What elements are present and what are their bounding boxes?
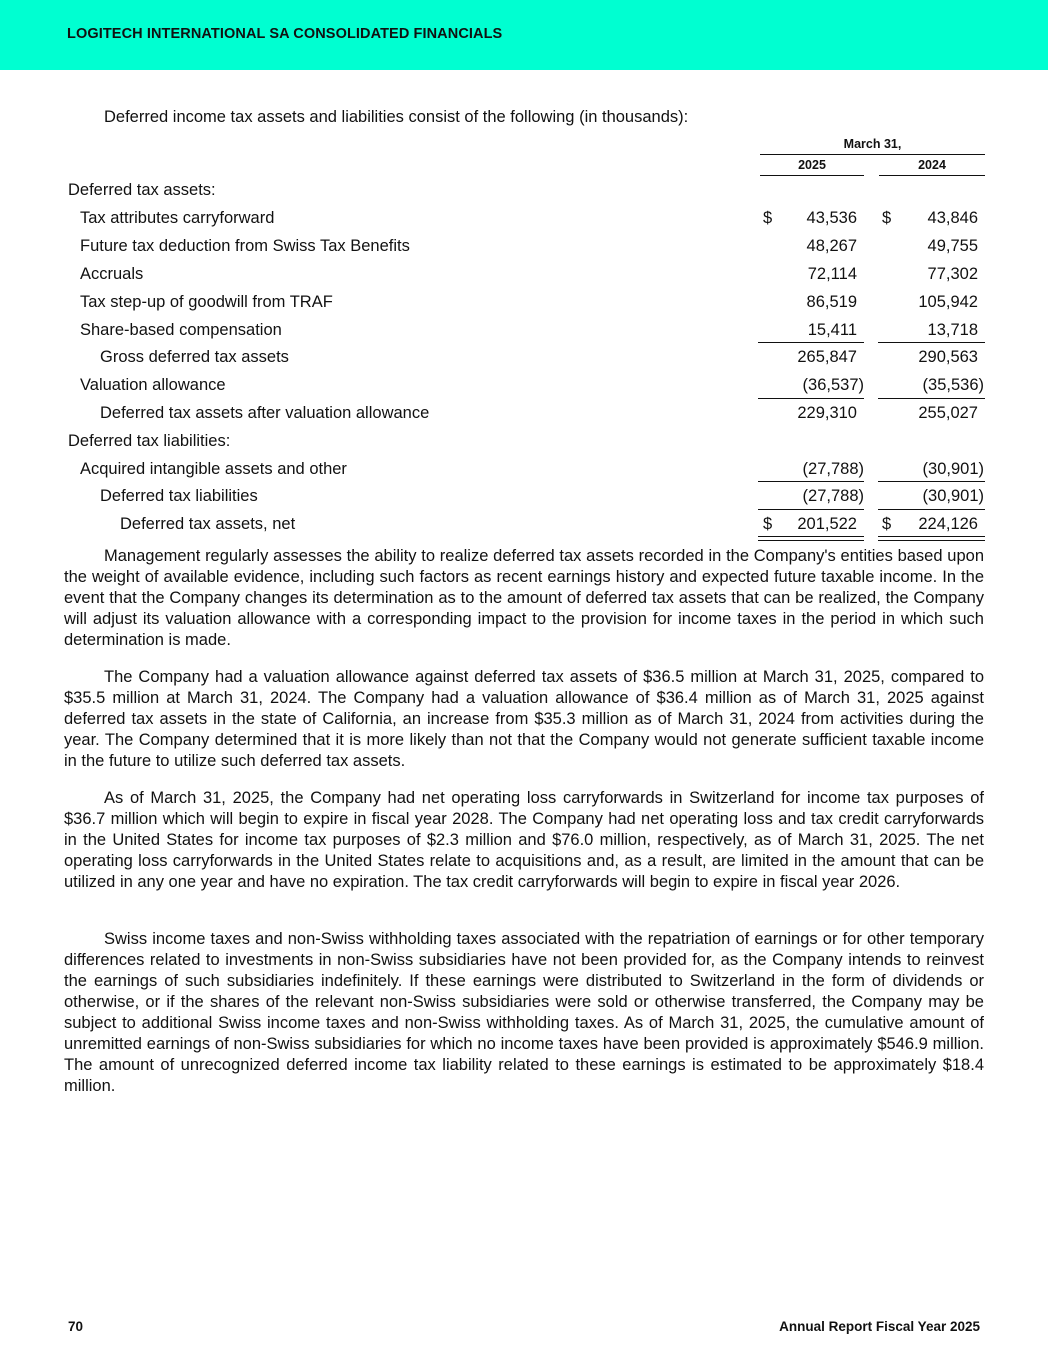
value-2024: (35,536) bbox=[922, 376, 984, 394]
dollar-sign: $ bbox=[763, 209, 773, 227]
row-label: Tax attributes carryforward bbox=[80, 209, 275, 227]
row-label: Future tax deduction from Swiss Tax Benefits bbox=[80, 237, 410, 255]
value-2024: 224,126 bbox=[918, 515, 978, 533]
value-2025: 86,519 bbox=[806, 293, 857, 311]
paragraph-valuation-assessment: Management regularly assesses the ability to realize deferred tax assets recorded in the Company's entities based upon the weight of available evidence, including such factors as recent earnings history and expected future taxable income. In the event that the Company changes its determination as to the amount of deferred tax assets that can be realized, the Company will adjust its valuation allowance with a corresponding impact to the provision for income taxes in the period in which such determination is made. bbox=[64, 547, 984, 649]
table-row-subtotal bbox=[0, 348, 1048, 376]
table-row-subtotal bbox=[0, 487, 1048, 515]
column-header-2024: 2024 bbox=[918, 158, 946, 172]
value-2024: 105,942 bbox=[918, 293, 978, 311]
value-2024: 290,563 bbox=[918, 348, 978, 366]
row-label: Deferred tax assets after valuation allowance bbox=[100, 404, 430, 422]
table-row-subtotal bbox=[0, 404, 1048, 432]
row-label: Acquired intangible assets and other bbox=[80, 460, 347, 478]
value-2025: (27,788) bbox=[802, 460, 864, 478]
divider bbox=[879, 175, 985, 176]
value-2025: 15,411 bbox=[807, 321, 857, 339]
table-row bbox=[0, 209, 1048, 237]
row-label: Share-based compensation bbox=[80, 321, 282, 339]
subtotal-rule bbox=[758, 342, 864, 343]
value-2025: 265,847 bbox=[797, 348, 857, 366]
value-2025: 43,536 bbox=[806, 209, 857, 227]
subtotal-rule bbox=[758, 398, 864, 399]
page-number: 70 bbox=[68, 1319, 84, 1334]
divider bbox=[760, 154, 985, 155]
value-2024: 13,718 bbox=[927, 321, 978, 339]
dollar-sign: $ bbox=[882, 209, 892, 227]
header-band bbox=[0, 0, 1048, 70]
dollar-sign: $ bbox=[882, 515, 892, 533]
dollar-sign: $ bbox=[763, 515, 773, 533]
header-title: LOGITECH INTERNATIONAL SA CONSOLIDATED FINANCIALS bbox=[67, 26, 503, 42]
total-double-rule bbox=[878, 536, 985, 541]
subtotal-rule bbox=[758, 509, 864, 510]
value-2024: 49,755 bbox=[927, 237, 978, 255]
row-label: Valuation allowance bbox=[80, 376, 226, 394]
value-2025: (27,788) bbox=[802, 487, 864, 505]
table-intro: Deferred income tax assets and liabilities consist of the following (in thousands): bbox=[104, 108, 689, 126]
row-label: Deferred tax assets: bbox=[68, 181, 216, 199]
value-2025: 201,522 bbox=[797, 515, 857, 533]
total-double-rule bbox=[758, 536, 864, 541]
table-row bbox=[0, 460, 1048, 488]
table-row bbox=[0, 321, 1048, 349]
table-row bbox=[0, 237, 1048, 265]
row-label: Gross deferred tax assets bbox=[100, 348, 289, 366]
column-group-header: March 31, bbox=[843, 137, 902, 151]
value-2024: 43,846 bbox=[927, 209, 978, 227]
row-label: Deferred tax liabilities: bbox=[68, 432, 231, 450]
footer-report-title: Annual Report Fiscal Year 2025 bbox=[779, 1319, 980, 1334]
table-row bbox=[0, 293, 1048, 321]
value-2025: 229,310 bbox=[797, 404, 857, 422]
column-header-2025: 2025 bbox=[798, 158, 826, 172]
subtotal-rule bbox=[878, 509, 985, 510]
paragraph-unremitted-earnings: Swiss income taxes and non-Swiss withholding taxes associated with the repatriation of earnings or for other temporary differences related to investments in non-Swiss subsidiaries have not been provided for, as the Company intends to reinvest the earnings of such subsidiaries indefinitely. If these earnings were distributed to Switzerland in the form of dividends or otherwise, or if the shares of the relevant non-Swiss subsidiaries were sold or otherwise transferred, the Company may be subject to additional Swiss income taxes and non-Swiss withholding taxes. As of March 31, 2025, the cumulative amount of unremitted earnings of non-Swiss subsidiaries for which no income taxes have been provided is approximately $546.9 million. The amount of unrecognized deferred income tax liability related to these earnings is estimated to be approximately $18.4 million. bbox=[64, 930, 984, 1095]
subtotal-rule bbox=[878, 342, 985, 343]
value-2024: 255,027 bbox=[918, 404, 978, 422]
subtotal-rule bbox=[878, 398, 985, 399]
divider bbox=[760, 175, 864, 176]
table-row-section-liabilities bbox=[0, 432, 1048, 460]
value-2025: 48,267 bbox=[806, 237, 857, 255]
subtotal-rule bbox=[878, 481, 985, 482]
table-row bbox=[0, 265, 1048, 293]
paragraph-valuation-allowance: The Company had a valuation allowance against deferred tax assets of $36.5 million at March 31, 2025, compared to $35.5 million at March 31, 2024. The Company had a valuation allowance of $36.4 million as of March 31, 2025 against deferred tax assets in the state of California, an increase from $35.3 million as of March 31, 2024 from activities during the year. The Company determined that it is more likely than not that the Company would not generate sufficient taxable income in the future to utilize such deferred tax assets. bbox=[64, 668, 984, 770]
value-2024: 77,302 bbox=[927, 265, 978, 283]
subtotal-rule bbox=[758, 481, 864, 482]
row-label: Deferred tax assets, net bbox=[120, 515, 296, 533]
table-row bbox=[0, 376, 1048, 404]
value-2024: (30,901) bbox=[922, 460, 984, 478]
table-row-section-assets bbox=[0, 181, 1048, 209]
row-label: Tax step-up of goodwill from TRAF bbox=[80, 293, 333, 311]
row-label: Deferred tax liabilities bbox=[100, 487, 258, 505]
paragraph-carryforwards: As of March 31, 2025, the Company had net operating loss carryforwards in Switzerland for income tax purposes of $36.7 million which will begin to expire in fiscal year 2028. The Company had net operating loss and tax credit carryforwards in the United States for income tax purposes of $2.3 million and $76.0 million, respectively, as of March 31, 2025. The net operating loss carryforwards in the United States relate to acquisitions and, as a result, are limited in the amount that can be utilized in any one year and have no expiration. The tax credit carryforwards will begin to expire in fiscal year 2026. bbox=[64, 789, 984, 891]
row-label: Accruals bbox=[80, 265, 144, 283]
value-2024: (30,901) bbox=[922, 487, 984, 505]
value-2025: (36,537) bbox=[802, 376, 864, 394]
value-2025: 72,114 bbox=[807, 265, 857, 283]
